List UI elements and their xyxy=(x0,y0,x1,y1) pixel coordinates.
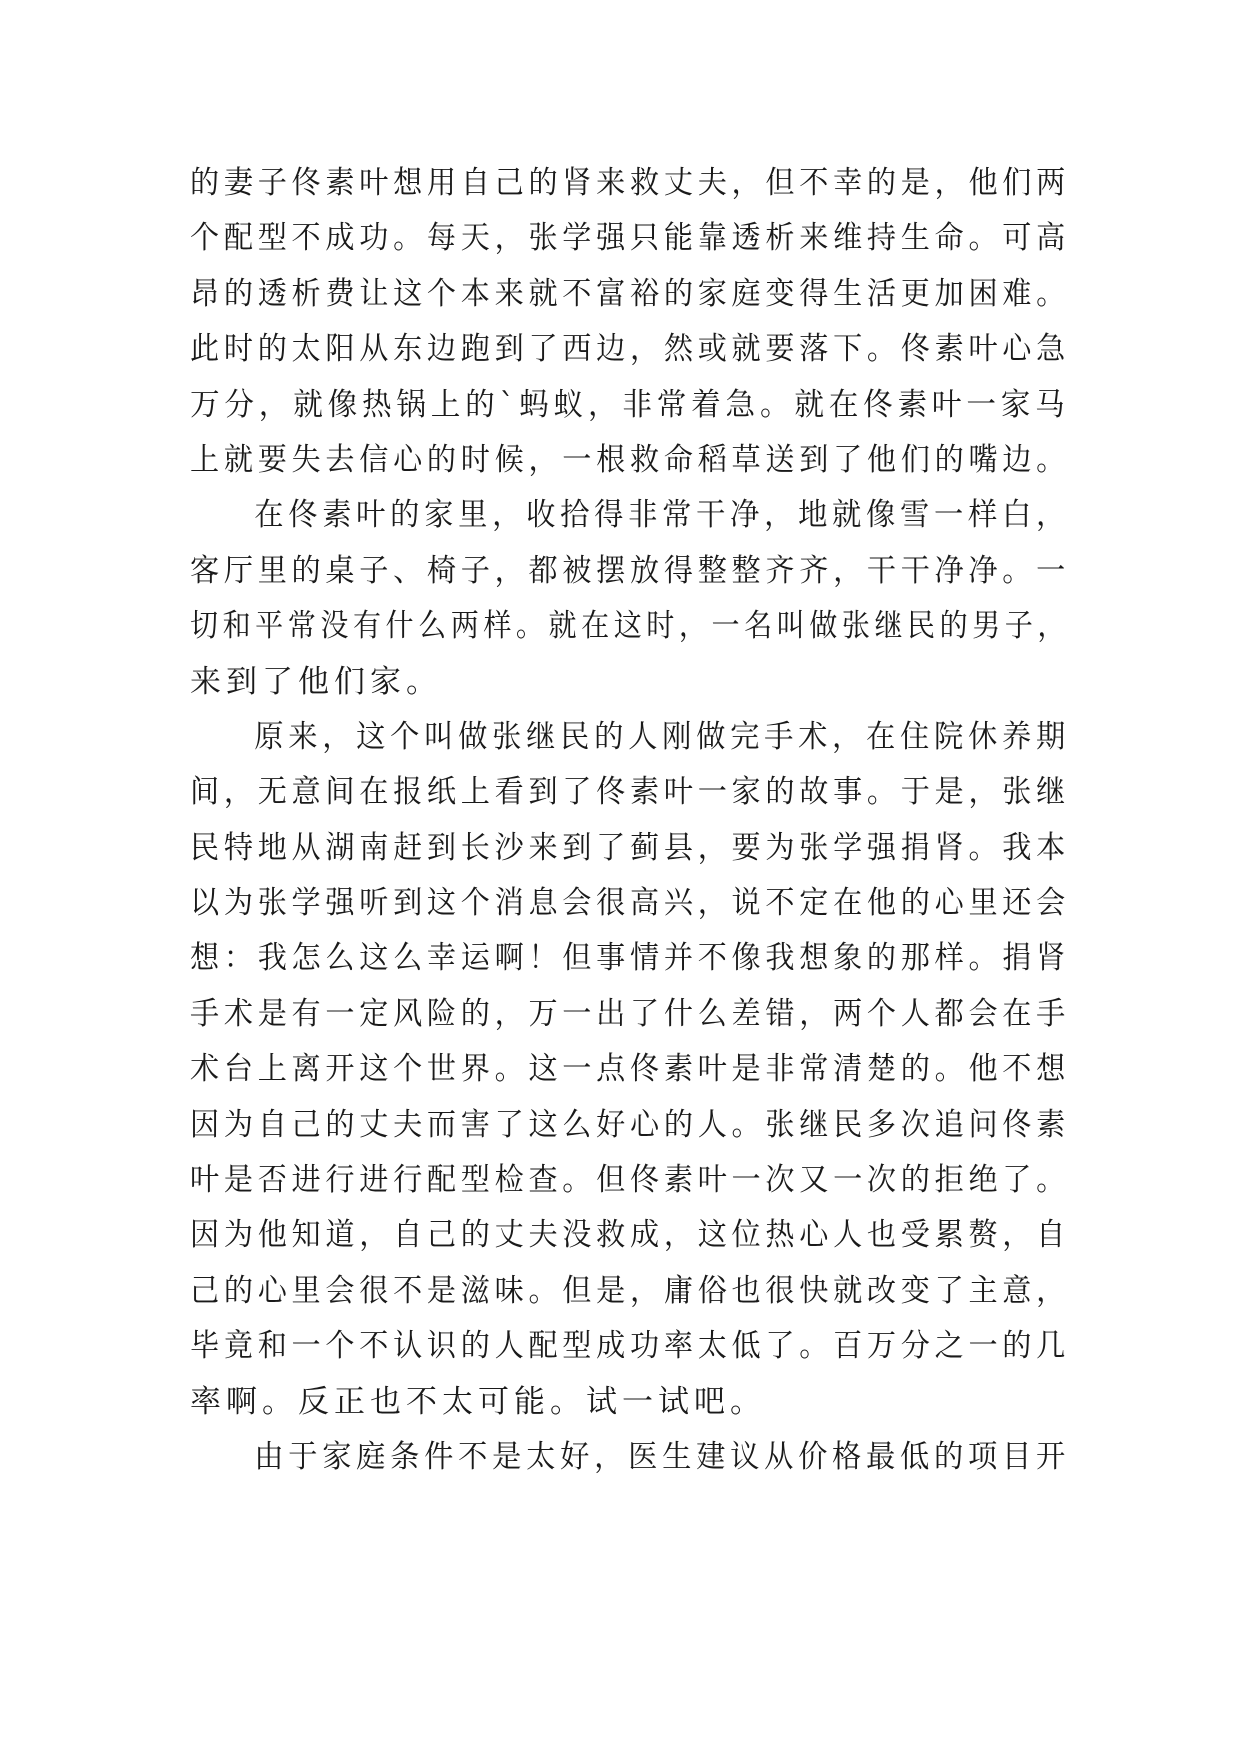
text-line: 来到了他们家。 xyxy=(190,663,442,700)
text-line: 切和平常没有什么两样。就在这时，一名叫做张继民的男子， xyxy=(190,608,1070,645)
text-line: 万分，就像热锅上的`蚂蚁，非常着急。就在佟素叶一家马 xyxy=(190,386,1070,423)
text-line: 客厅里的桌子、椅子，都被摆放得整整齐齐，干干净净。一 xyxy=(190,552,1070,589)
body-text xyxy=(190,156,1070,1485)
paragraph-first-line: 由于家庭条件不是太好，医生建议从价格最低的项目开 xyxy=(254,1438,1071,1475)
text-line: 民特地从湖南赶到长沙来到了蓟县，要为张学强捐肾。我本 xyxy=(190,829,1070,866)
text-line: 手术是有一定风险的，万一出了什么差错，两个人都会在手 xyxy=(190,995,1070,1032)
text-line: 术台上离开这个世界。这一点佟素叶是非常清楚的。他不想 xyxy=(190,1051,1070,1088)
paragraph-first-line: 原来，这个叫做张继民的人刚做完手术，在住院休养期 xyxy=(254,718,1071,755)
text-line: 叶是否进行进行配型检查。但佟素叶一次又一次的拒绝了。 xyxy=(190,1162,1070,1199)
text-line: 此时的太阳从东边跑到了西边，然或就要落下。佟素叶心急 xyxy=(190,331,1070,368)
text-line: 因为自己的丈夫而害了这么好心的人。张继民多次追问佟素 xyxy=(190,1106,1070,1143)
text-line: 上就要失去信心的时候，一根救命稻草送到了他们的嘴边。 xyxy=(190,441,1070,478)
text-line: 昂的透析费让这个本来就不富裕的家庭变得生活更加困难。 xyxy=(190,275,1070,312)
text-line: 毕竟和一个不认识的人配型成功率太低了。百万分之一的几 xyxy=(190,1328,1070,1365)
text-line: 以为张学强听到这个消息会很高兴，说不定在他的心里还会 xyxy=(190,885,1070,922)
text-line: 想：我怎么这么幸运啊！但事情并不像我想象的那样。捐肾 xyxy=(190,940,1070,977)
paragraph-first-line: 在佟素叶的家里，收拾得非常干净，地就像雪一样白， xyxy=(254,497,1071,534)
text-line: 因为他知道，自己的丈夫没救成，这位热心人也受累赘，自 xyxy=(190,1217,1070,1254)
text-line: 率啊。反正也不太可能。试一试吧。 xyxy=(190,1383,766,1420)
text-line: 的妻子佟素叶想用自己的肾来救丈夫，但不幸的是，他们两 xyxy=(190,165,1070,201)
text-line: 己的心里会很不是滋味。但是，庸俗也很快就改变了主意， xyxy=(190,1272,1070,1309)
text-line: 间，无意间在报纸上看到了佟素叶一家的故事。于是，张继 xyxy=(190,774,1070,811)
text-line: 个配型不成功。每天，张学强只能靠透析来维持生命。可高 xyxy=(190,220,1070,257)
